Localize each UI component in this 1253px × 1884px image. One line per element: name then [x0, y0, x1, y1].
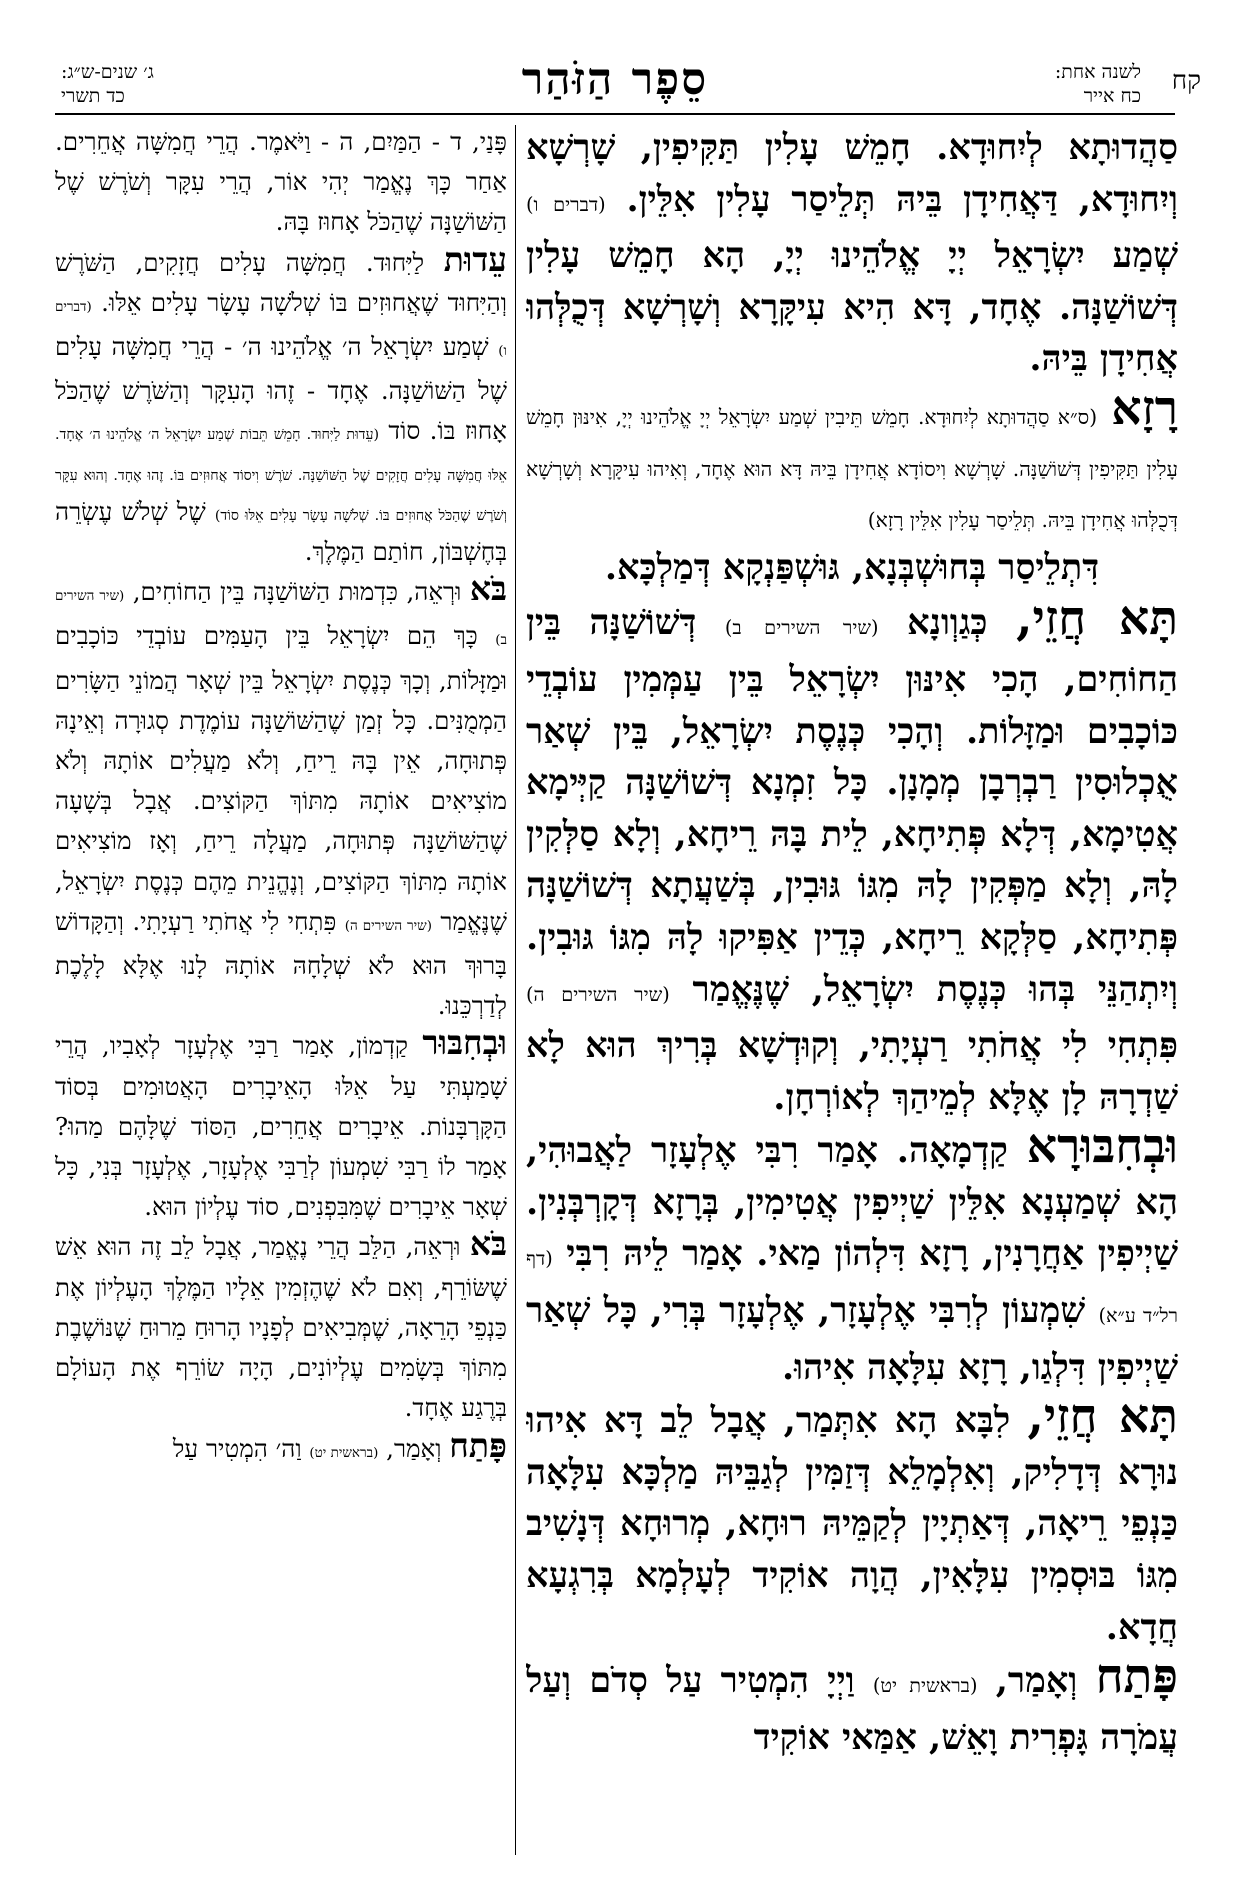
- header-left-line2: כד תשרי: [61, 85, 125, 107]
- text-span: וַה׳ הִמְטִיר עַל: [172, 1433, 302, 1463]
- verse-reference: (שיר השירים ב): [724, 616, 879, 640]
- text-span: קַדְמָאָה. אָמַר רִבִּי אֶלְעָזָר לַאֲבוּהִי, הָא שְׁמַעְנָא אִלֵּין שַׁיְיפִין אֲטִימִין, בְּרָזָא דְּקָרְבְּנִין. שַׁיְיפִין אַחֲרָנִין, רָזָא דִּלְהוֹן מַאי. אָמַר לֵיהּ רִבִּי: [526, 1130, 1178, 1275]
- text-span: שְׁמַע יִשְׂרָאֵל יְיָ אֱלֹהֵינוּ יְיָ, הָא חָמֵשׁ עָלִין דְּשׁוֹשַׁנָּה. אֶחָד, דָּא הִיא עִיקָּרָא וְשָׁרְשָׁא דְּכֻלְּהוּ אֲחִידָן בֵּיהּ.: [526, 235, 1178, 380]
- text-span: וְאָמַר,: [995, 1660, 1078, 1702]
- paragraph: [55, 1023, 507, 1227]
- verse-reference: (בראשית יט): [872, 1674, 978, 1698]
- paragraph-heading: וּבְחִבּוּרָא: [1026, 1119, 1178, 1175]
- paragraph: [55, 569, 507, 1026]
- text-span: כָּךְ הֵם יִשְׂרָאֵל בֵּין הָעַמִּים עוֹבְדֵי כּוֹכָבִים וּמַזָּלוֹת, וְכָךְ כְּנֶסֶת יִשְׂרָאֵל בֵּין שְׁאָר הֲמוֹנֵי הַשָּׂרִים הַמְמֻנִּים. כָּל זְמַן שֶׁהַשּׁוֹשַׁנָּה עוֹמֶדֶת סְגוּרָה וְאֵינָהּ פְּתוּחָה, אֵין בָּהּ רֵיחַ, וְלֹא מַעֲלִים אוֹתָהּ וְלֹא מוֹצִיאִים אוֹתָהּ מִתּוֹךְ הַקּוֹצִים. אֲבָל בְּשָׁעָה שֶׁהַשּׁוֹשַׁנָּה פְּתוּחָה, מַעֲלָה רֵיחַ, וְאָז מוֹצִיאִים אוֹתָהּ מִתּוֹךְ הַקּוֹצִים, וְנֶהֱנֵית מֵהֶם כְּנֶסֶת יִשְׂרָאֵל, שֶׁנֶּאֱמַר: [55, 621, 507, 936]
- paragraph-heading: פָּתַח: [1095, 1649, 1178, 1705]
- page-number: קח: [1171, 66, 1201, 96]
- paragraph: [55, 1425, 507, 1473]
- verse-reference: (שיר השירים ה): [526, 982, 670, 1006]
- verse-reference: (דף רל״ד ע״א): [526, 1247, 1178, 1328]
- text-span: סַהֲדוּתָא לְיִחוּדָא. חָמֵשׁ עָלִין תַּקִּיפִין, שָׁרְשָׁא וְיִחוּדָא, דַּאֲחִידָן בֵּיהּ תְּלֵיסַר עָלִין אִלֵּין.: [526, 127, 1178, 220]
- paragraph-heading: בֹּא: [469, 569, 507, 609]
- column-divider: [515, 125, 516, 1855]
- text-span: פִּתְחִי לִי אֲחֹתִי רַעְיָתִי. וְהַקָּדוֹשׁ בָּרוּךְ הוּא לֹא שְׁלָחָהּ אוֹתָהּ לָנוּ אֶלָּא לָלֶכֶת לְדַרְכֵּנוּ.: [55, 906, 507, 1021]
- text-span: לַיִּחוּד. חֲמִשָּׁה עָלִים חֲזָקִים, הַשֹּׁרֶשׁ וְהַיִּחוּד שֶׁאֲחוּזִים בּוֹ שְׁלֹשָׁה עָשָׂר עָלִים אֵלּוּ.: [55, 247, 507, 317]
- paragraph: [55, 1224, 507, 1428]
- header-left-line1: ג׳ שנים-ש״ג:: [61, 61, 154, 83]
- verse-reference: (דברים ו): [55, 298, 507, 360]
- text-span: שֶׁל שְׁלֹשׁ עֶשְׂרֵה בְּחֶשְׁבּוֹן, חוֹתַם הַמֶּלֶךְ.: [55, 496, 507, 567]
- text-span: כְּגַוְונָא: [907, 602, 988, 644]
- paragraph: [55, 122, 507, 243]
- verse-reference: (שיר השירים ב): [55, 588, 507, 649]
- paragraph: [526, 1389, 1178, 1653]
- paragraph: [526, 542, 1178, 594]
- main-text-column: [526, 122, 1178, 1862]
- text-span: וּרְאֵה, כִּדְמוּת הַשּׁוֹשַׁנָּה בֵּין הַחוֹחִים,: [132, 577, 462, 607]
- alternate-reading: (עֵדוּת לַיִּחוּד. חָמֵשׁ תֵּבוֹת שְׁמַע יִשְׂרָאֵל ה׳ אֱלֹהֵינוּ ה׳ אֶחָד. אֵלּוּ חֲמִשָּׁה עָלִים חֲזָקִים שֶׁל הַשּׁוֹשַׁנָּה. שֹׁרֶשׁ וִיסוֹד אֲחוּזִים בּוֹ. זֶהוּ אֶחָד. וְהוּא עִקָּר וְשֹׁרֶשׁ שֶׁהַכֹּל אֲחוּזִים בּוֹ. שְׁלֹשָׁה עָשָׂר עָלִים אֵלּוּ סוֹד): [55, 427, 507, 524]
- paragraph-heading: בֹּא: [469, 1224, 507, 1264]
- paragraph-heading: עֵדוּת: [443, 239, 507, 279]
- text-span: לִבָּא הָא אִתְּמַר, אֲבָל לֵב דָּא אִיהוּ נוּרָא דְּדָלִיק, וְאִלְמָלֵא דְּזַמִּין לְגַבֵּיהּ מַלְכָּא עִלָּאָה כַּנְפֵי רֵיאָה, דְּאַתְיָין לְקַמֵּיהּ רוּחָא, מְרוּחָא דְּנָשִׁיב מִגּוֹ בּוּסְמִין עִלָּאִין, הֲוָה אוֹקִיד לְעָלְמָא בְּרִגְעָא חֲדָא.: [526, 1400, 1178, 1648]
- text-span: דְּשׁוֹשַׁנָּה בֵּין הַחוֹחִים, הָכִי אִינּוּן יִשְׂרָאֵל בֵּין עַמְּמִין עוֹבְדֵי כּוֹכָבִים וּמַזָּלוֹת. וְהָכִי כְּנֶסֶת יִשְׂרָאֵל, בֵּין שְׁאַר אֻכְלוּסִין רַבְרְבָן מְמָנָן. כָּל זִמְנָא דְּשׁוֹשַׁנָּה קַיְּימָא אֲטִימָא, דְּלָא פְּתִיחָא, לֵית בָּהּ רֵיחָא, וְלָא סַלְּקִין לָהּ, וְלָא מַפְּקִין לָהּ מִגּוֹ גּוּבִין, בְּשַׁעֲתָא דְּשׁוֹשַׁנָּה פְּתִיחָא, סַלְּקָא רֵיחָא, כְּדֵין אַפִּיקוּ לָהּ מִגּוֹ גּוּבִין. וְיִתְהַנֵּי בְּהוּ כְּנֶסֶת יִשְׂרָאֵל, שֶׁנֶּאֱמַר: [526, 602, 1178, 1010]
- translation-column: [55, 122, 507, 1862]
- text-span: שִׁמְעוֹן לְרִבִּי אֶלְעָזָר, אֶלְעָזָר בְּרִי, כָּל שְׁאַר שַׁיְיפִין דִּלְגַו, רָזָא עִלָּאָה אִיהוּ.: [526, 1290, 1178, 1388]
- header-rule: [55, 113, 1175, 115]
- header-right-line2: כח אייר: [1083, 85, 1141, 107]
- page-header: [55, 52, 1201, 114]
- text-span: וּרְאֵה, הַלֵּב הֲרֵי נֶאֱמַר, אֲבָל לֵב זֶה הוּא אֵשׁ שֶׁשּׂוֹרֵף, וְאִם לֹא שֶׁהֶזְמִין אֵלָיו הַמֶּלֶךְ הָעֶלְיוֹן אֶת כַּנְפֵי הָרֵאָה, שֶׁמְּבִיאִים לְפָנָיו הָרוּחַ מֵרוּחַ שֶׁנּוֹשֶׁבֶת מִתּוֹךְ בְּשָׂמִים עֶלְיוֹנִים, הָיָה שׂוֹרֵף אֶת הָעוֹלָם בְּרֶגַע אֶחָד.: [55, 1232, 507, 1423]
- paragraph: [526, 591, 1178, 1123]
- verse-reference: (שיר השירים ה): [344, 917, 432, 934]
- text-span: וְאָמַר,: [386, 1433, 442, 1463]
- text-span: פִּתְחִי לִי אֲחֹתִי רַעְיָתִי, וְקוּדְשָׁא בְּרִיךְ הוּא לָא שַׁדְרָהּ לָן אֶלָּא לְמֵיהַךְ לְאוֹרְחָן.: [526, 1025, 1178, 1118]
- paragraph: [55, 239, 507, 573]
- text-span: שְׁמַע יִשְׂרָאֵל ה׳ אֱלֹהֵינוּ ה׳ - הֲרֵי חֲמִשָּׁה עָלִים שֶׁל הַשּׁוֹשַׁנָּה. אֶחָד - זֶהוּ הָעִקָּר וְהַשֹּׁרֶשׁ שֶׁהַכֹּל אָחוּז בּוֹ. סוֹד: [55, 332, 507, 446]
- paragraph: [526, 1119, 1178, 1393]
- paragraph: [526, 122, 1178, 385]
- book-title: סֵפֶר הַזֹּהַר: [521, 54, 709, 105]
- text-span: וַיְיָ הִמְטִיר עַל סְדֹם וְעַל עֲמֹרָה גָּפְרִית וָאֵשׁ, אַמַּאי אוֹקִיד: [526, 1660, 1178, 1758]
- paragraph-heading: תָּא חֲזֵי,: [1016, 591, 1178, 647]
- verse-reference: (בראשית יט): [309, 1444, 379, 1461]
- paragraph-heading: תָּא חֲזֵי,: [1027, 1389, 1178, 1445]
- paragraph: [526, 380, 1178, 542]
- paragraph-heading: רָזָא: [1111, 380, 1178, 436]
- text-span: דִּתְלֵיסַר בְּחוּשְׁבְּנָא, גּוּשְׁפַּנְקָא דְּמַלְכָּא.: [604, 546, 1100, 588]
- text-span: פָּנַי, ד - הַמַּיִם, ה - וַיֹּאמֶר. הֲרֵי חֲמִשָּׁה אֲחֵרִים. אַחַר כָּךְ נֶאֱמַר יְהִי אוֹר, הֲרֵי עִקָּר וְשֹׁרֶשׁ שֶׁל הַשּׁוֹשַׁנָּה שֶׁהַכֹּל אָחוּז בָּהּ.: [55, 127, 507, 237]
- paragraph-heading: פָּתַח: [449, 1425, 507, 1465]
- alternate-reading: (ס״א סַהֲדוּתָא לְיִחוּדָא. חָמֵשׁ תֵּיבִין שְׁמַע יִשְׂרָאֵל יְיָ אֱלֹהֵינוּ יְיָ, אִינּוּן חָמֵשׁ עָלִין תַּקִּיפִין דְּשׁוֹשַׁנָּה. שָׁרְשָׁא וִיסוֹדָא אֲחִידָן בֵּיהּ דָּא הוּא אֶחָד, וְאִיהוּ עִיקָּרָא וְשָׁרְשָׁא דְּכֻלְּהוּ אֲחִידָן בֵּיהּ. תְּלֵיסַר עָלִין אִלֵּין רָזָא): [526, 404, 1178, 533]
- header-left-info: [61, 60, 154, 108]
- paragraph-heading: וּבְחִבּוּר: [422, 1023, 507, 1063]
- verse-reference: (דברים ו): [526, 192, 606, 216]
- header-right-line1: לשנה אחת:: [1054, 61, 1141, 83]
- paragraph: [526, 1649, 1178, 1763]
- text-span: קַדְמוֹן, אָמַר רַבִּי אֶלְעָזָר לְאָבִיו, הֲרֵי שָׁמַעְתִּי עַל אֵלּוּ הָאֵיבָרִים הָאֲטוּמִים בְּסוֹד הַקָּרְבָּנוֹת. אֵיבָרִים אֲחֵרִים, הַסּוֹד שֶׁלָּהֶם מַהוּ? אָמַר לוֹ רַבִּי שִׁמְעוֹן לְרַבִּי אֶלְעָזָר, אֶלְעָזָר בְּנִי, כָּל שְׁאָר אֵיבָרִים שֶׁמִּבִּפְנִים, סוֹד עֶלְיוֹן הוּא.: [55, 1031, 507, 1222]
